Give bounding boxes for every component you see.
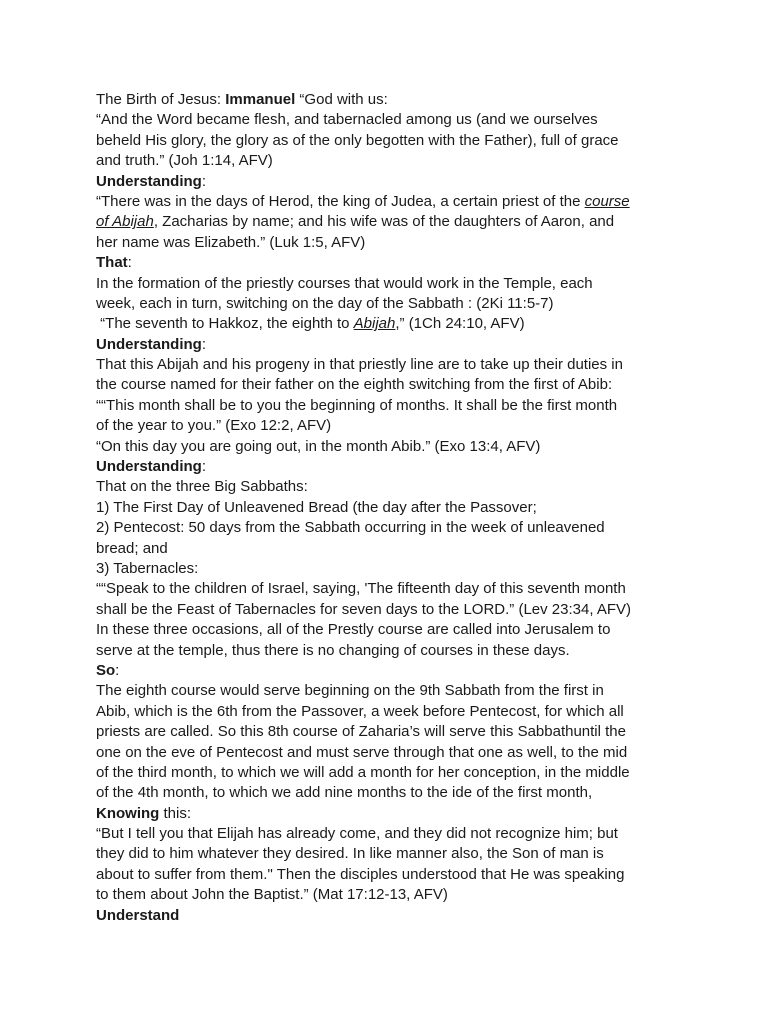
text-line: ““This month shall be to you the beginning of months. It shall be the first month [96, 396, 618, 414]
section-heading-understanding [96, 457, 676, 477]
text-line [96, 192, 676, 212]
heading-colon: : [201, 458, 207, 476]
text-line: In these three occasions, all of the Prestly course are called into Jerusalem to [96, 621, 611, 639]
text-segment: “There was in the days of Herod, the king of Judea, a certain priest of the [96, 192, 585, 210]
text-line: “And the Word became flesh, and tabernacled among us (and we ourselves [96, 111, 598, 129]
text-line: bread; and [96, 539, 168, 557]
text-line: serve at the temple, thus there is no changing of courses in these days. [96, 641, 570, 659]
heading-suffix: this: [159, 804, 192, 822]
section-heading-understanding [96, 172, 676, 192]
immanuel-heading: Immanuel [225, 91, 296, 108]
title-text: The Birth of Jesus: [96, 91, 226, 108]
text-line: her name was Elizabeth.” (Luk 1:5, AFV) [96, 233, 366, 251]
text-line: and truth.” (Joh 1:14, AFV) [96, 152, 273, 170]
text-line: “But I tell you that Elijah has already come, and they did not recognize him; but [96, 825, 618, 843]
text-line: ““Speak to the children of Israel, saying, 'The fifteenth day of this seventh month [96, 580, 626, 598]
text-line: “On this day you are going out, in the month Abib.” (Exo 13:4, AFV) [96, 437, 541, 455]
text-line [96, 314, 676, 334]
document-page [96, 90, 676, 926]
section-heading-knowing [96, 804, 676, 824]
text-line: to them about John the Baptist.” (Mat 17:12-13, AFV) [96, 886, 448, 904]
course-link[interactable]: course [584, 192, 630, 210]
title-suffix: “God with us: [295, 91, 388, 108]
list-item: 3) Tabernacles: [96, 559, 199, 577]
text-line: of the third month, to which we will add a month for her conception, in the middle [96, 763, 630, 781]
text-line: they did to him whatever they desired. In like manner also, the Son of man is [96, 845, 604, 863]
heading-label: Understanding [96, 335, 202, 353]
abijah-link[interactable]: Abijah [353, 315, 396, 333]
heading-colon: : [127, 254, 132, 272]
heading-label: That [96, 254, 128, 272]
text-line: That on the three Big Sabbaths: [96, 478, 308, 496]
text-segment: “The seventh to Hakkoz, the eighth to [96, 315, 354, 333]
text-segment: , Zacharias by name; and his wife was of the daughters of Aaron, and [153, 213, 615, 231]
section-heading-understand [96, 906, 676, 926]
section-heading-understanding [96, 335, 676, 355]
heading-label: So [96, 661, 116, 679]
text-line: The eighth course would serve beginning on the 9th Sabbath from the first in [96, 682, 604, 700]
list-item: 1) The First Day of Unleavened Bread (the day after the Passover; [96, 498, 537, 516]
text-line: about to suffer from them." Then the disciples understood that He was speaking [96, 865, 625, 883]
title-line [96, 90, 676, 110]
text-line: the course named for their father on the eighth switching from the first of Abib: [96, 376, 613, 394]
text-line: In the formation of the priestly courses that would work in the Temple, each [96, 274, 593, 292]
section-heading-so [96, 661, 676, 681]
heading-label: Knowing [96, 804, 160, 822]
heading-label: Understanding [96, 172, 202, 190]
text-line: of the 4th month, to which we add nine months to the ide of the first month, [96, 784, 593, 802]
text-line [96, 212, 676, 232]
text-line: priests are called. So this 8th course of Zaharia’s will serve this Sabbathuntil the [96, 723, 626, 741]
heading-colon: : [201, 335, 207, 353]
heading-colon: : [115, 661, 120, 679]
heading-label: Understand [96, 906, 180, 924]
heading-label: Understanding [96, 458, 202, 476]
text-line: Abib, which is the 6th from the Passover, a week before Pentecost, for which all [96, 702, 624, 720]
list-item: 2) Pentecost: 50 days from the Sabbath occurring in the week of unleavened [96, 519, 605, 537]
text-segment: ,” (1Ch 24:10, AFV) [395, 315, 525, 333]
text-line: of the year to you.” (Exo 12:2, AFV) [96, 417, 332, 435]
section-heading-that [96, 253, 676, 273]
text-line: shall be the Feast of Tabernacles for seven days to the LORD.” (Lev 23:34, AFV) [96, 600, 632, 618]
text-line: one on the eve of Pentecost and must serve through that one as well, to the mid [96, 743, 628, 761]
heading-colon: : [201, 172, 207, 190]
text-line: That this Abijah and his progeny in that priestly line are to take up their duties in [96, 356, 623, 374]
text-line: week, each in turn, switching on the day of the Sabbath : (2Ki 11:5-7) [96, 294, 554, 312]
of-abijah-link[interactable]: of Abijah [96, 213, 154, 231]
text-line: beheld His glory, the glory as of the only begotten with the Father), full of grace [96, 131, 619, 149]
